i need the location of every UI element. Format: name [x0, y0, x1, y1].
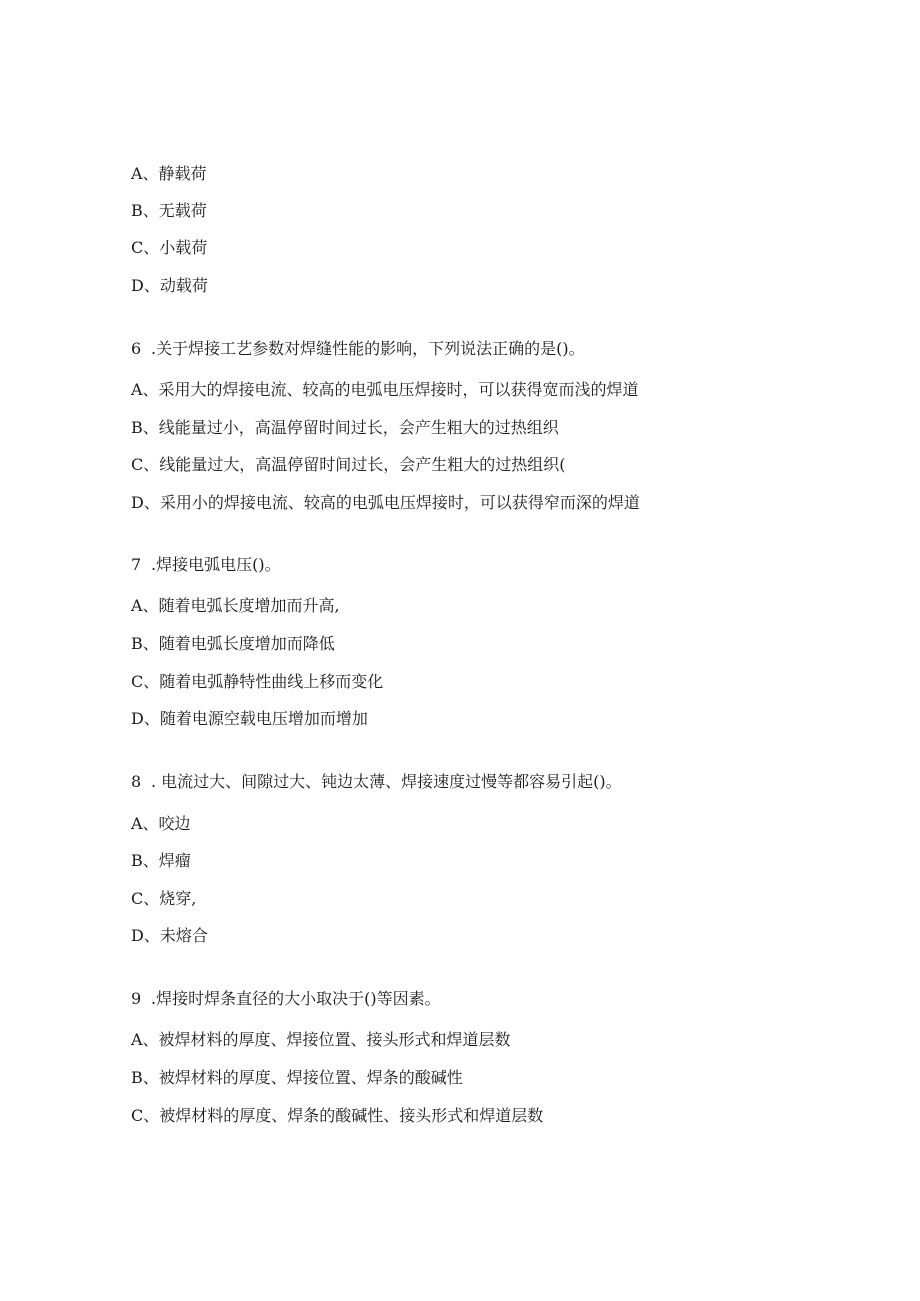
- q8-number: 8: [131, 772, 142, 791]
- q8-stem: [131, 772, 622, 792]
- q8-stem-text: . 电流过大、间隙过大、钝边太薄、焊接速度过慢等都容易引起()。: [151, 772, 622, 791]
- q7-number: 7: [131, 555, 142, 574]
- q7-option-b: B、随着电弧长度增加而降低: [131, 634, 335, 653]
- q6-option-c: C、线能量过大，高温停留时间过长，会产生粗大的过热组织(: [131, 455, 566, 474]
- q8-option-a: A、咬边: [131, 814, 191, 833]
- q5-option-b: B、无载荷: [131, 201, 207, 220]
- q6-stem: [131, 339, 585, 359]
- q6-option-b: B、线能量过小，高温停留时间过长，会产生粗大的过热组织: [131, 418, 559, 437]
- q6-stem-text: .关于焊接工艺参数对焊缝性能的影响，下列说法正确的是()。: [151, 339, 585, 358]
- q6-option-d: D、采用小的焊接电流、较高的电弧电压焊接时，可以获得窄而深的焊道: [131, 493, 640, 512]
- q7-option-d: D、随着电源空载电压增加而增加: [131, 709, 368, 728]
- q8-option-d: D、未熔合: [131, 926, 208, 945]
- q9-stem-text: .焊接时焊条直径的大小取决于()等因素。: [151, 989, 441, 1008]
- q9-option-a: A、被焊材料的厚度、焊接位置、接头形式和焊道层数: [131, 1030, 511, 1049]
- q7-stem-text: .焊接电弧电压()。: [151, 555, 281, 574]
- q5-option-c: C、小载荷: [131, 238, 208, 257]
- q8-option-b: B、焊瘤: [131, 851, 191, 870]
- q7-option-a: A、随着电弧长度增加而升高,: [131, 596, 340, 615]
- q5-option-a: A、静载荷: [131, 164, 207, 183]
- q7-option-c: C、随着电弧静特性曲线上移而变化: [131, 672, 384, 691]
- q8-option-c: C、烧穿,: [131, 889, 197, 908]
- q5-option-d: D、动载荷: [131, 276, 208, 295]
- q6-number: 6: [131, 339, 142, 358]
- q9-stem: [131, 989, 441, 1009]
- q9-option-c: C、被焊材料的厚度、焊条的酸碱性、接头形式和焊道层数: [131, 1106, 544, 1125]
- q6-option-a: A、采用大的焊接电流、较高的电弧电压焊接时，可以获得宽而浅的焊道: [131, 380, 639, 399]
- q9-option-b: B、被焊材料的厚度、焊接位置、焊条的酸碱性: [131, 1068, 463, 1087]
- q9-number: 9: [131, 989, 142, 1008]
- q7-stem: [131, 555, 281, 575]
